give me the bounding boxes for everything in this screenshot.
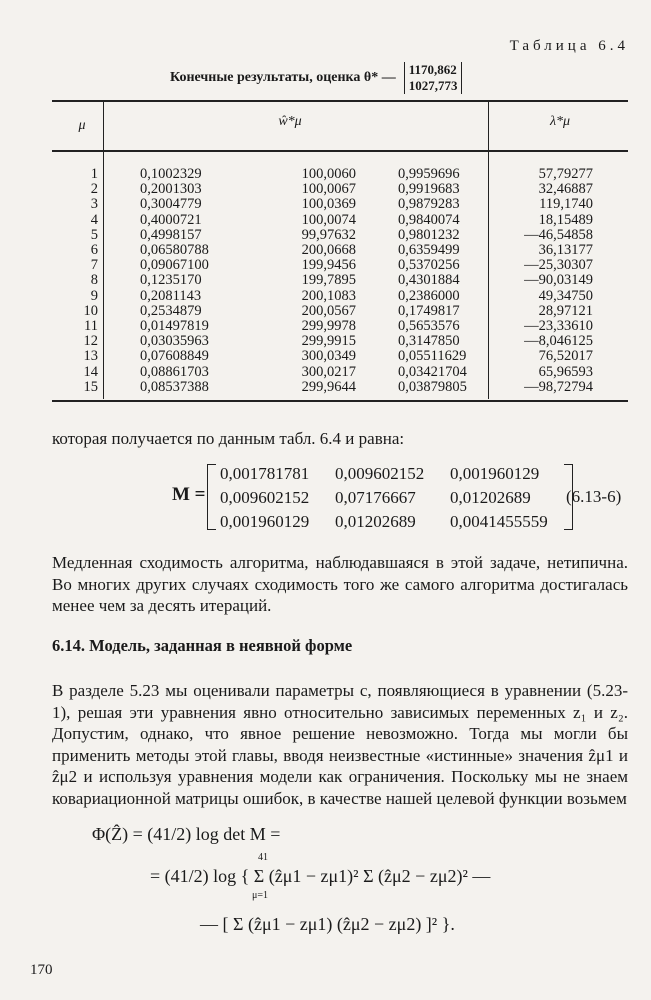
sum-lower-limit: μ=1 <box>252 890 269 901</box>
table-cell: 0,9801232 <box>398 226 460 243</box>
table-cell: 11 <box>84 318 98 335</box>
matrix-cell: 0,009602152 <box>220 488 310 507</box>
table-bottom-rule <box>52 400 628 402</box>
paragraph-convergence: Медленная сходимость алгоритма, наблюдавшаяся в этой задаче, нетипична. Во многих других случаях сходимость того же самого алгоритма достигалась менее чем за десять итераций. <box>52 553 628 615</box>
table-cell: 0,2534879 <box>140 302 202 319</box>
matrix-cell: 0,001960129 <box>220 512 310 531</box>
table-cell: 0,3004779 <box>140 196 202 213</box>
table-cell: 100,0369 <box>301 196 356 213</box>
table-cell: 99,97632 <box>301 226 356 243</box>
table-cell: 300,0217 <box>301 363 356 380</box>
table-cell: —46,54858 <box>524 226 593 243</box>
table-cell: 2 <box>90 181 98 198</box>
table-cell: —23,33610 <box>524 318 593 335</box>
table-divider-1 <box>103 101 104 399</box>
matrix-row-3 <box>220 512 565 532</box>
formula-line-2: = (41/2) log { Σ (ẑμ1 − zμ1)² Σ (ẑμ2 − zμ2)² — <box>150 866 491 886</box>
matrix-equation <box>52 462 628 532</box>
table-number-label: Таблица 6.4 <box>509 38 629 54</box>
matrix-cell: 0,001781781 <box>220 464 310 483</box>
table-cell: 0,5653576 <box>398 318 460 335</box>
header-w-hat: ŵ*μ <box>278 114 302 129</box>
table-cell: —90,03149 <box>524 272 593 289</box>
table-cell: 0,01497819 <box>140 318 209 335</box>
table-cell: 0,2081143 <box>140 287 202 304</box>
table-cell: 3 <box>90 196 98 213</box>
table-cell: —8,046125 <box>524 333 593 350</box>
formula-line-3: — [ Σ (ẑμ1 − zμ1) (ẑμ2 − zμ2) ]² }. <box>200 914 455 934</box>
caption-text: Конечные результаты, оценка θ* — <box>170 70 396 85</box>
table-cell: 0,09067100 <box>140 257 209 274</box>
paragraph-implicit-model: В разделе 5.23 мы оценивали параметры c, появляющиеся в уравнении (5.23-1), решая эти уравнения явно относительно зависимых переменных z₁ и z₂. Допустим, однако, что явное решение невозможно. Тогда мы могли бы применить методы этой главы, вводя неизвестные «истинные» значения ẑμ1 и ẑμ2 и используя уравнения модели как ограничения. Поскольку мы не знаем ковариационной матрицы ошибок, в качестве нашей целевой функции возьмем <box>52 681 628 808</box>
table-cell: 0,07608849 <box>140 348 209 365</box>
table-cell: 0,1749817 <box>398 302 460 319</box>
table-cell: 299,9978 <box>301 318 356 335</box>
table-cell: 0,2386000 <box>398 287 460 304</box>
col-w3 <box>398 167 498 395</box>
table-cell: 14 <box>83 363 98 380</box>
table-cell: 300,0349 <box>301 348 356 365</box>
table-cell: 299,9644 <box>301 378 356 395</box>
matrix-cell: 0,07176667 <box>335 488 416 507</box>
table-cell: 49,34750 <box>538 287 593 304</box>
table-cell: 76,52017 <box>538 348 593 365</box>
table-cell: 0,5370256 <box>398 257 460 274</box>
formula-line-1: Φ(Ẑ) = (41/2) log det M = <box>92 824 281 844</box>
table-cell: 0,4998157 <box>140 226 202 243</box>
table-cell: 0,05511629 <box>398 348 467 365</box>
table-cell: 32,46887 <box>538 181 593 198</box>
table-cell: 200,1083 <box>301 287 356 304</box>
matrix-cell: 0,01202689 <box>335 512 416 531</box>
table-cell: 5 <box>90 226 98 243</box>
table-cell: 100,0067 <box>301 181 356 198</box>
table-cell: 36,13177 <box>538 242 593 259</box>
table-cell: 0,08861703 <box>140 363 209 380</box>
table-cell: 15 <box>83 378 98 395</box>
table-cell: 200,0668 <box>301 242 356 259</box>
col-mu <box>68 167 98 395</box>
paragraph-intro-matrix: которая получается по данным табл. 6.4 и равна: <box>52 429 405 448</box>
table-cell: 200,0567 <box>301 302 356 319</box>
table-cell: 0,06580788 <box>140 242 209 259</box>
table-cell: 18,15489 <box>538 211 593 228</box>
col-lambda <box>508 167 593 395</box>
equation-number: (6.13-6) <box>566 487 622 506</box>
table-cell: 199,7895 <box>301 272 356 289</box>
table-cell: 0,03421704 <box>398 363 467 380</box>
matrix-cell: 0,0041455559 <box>450 512 548 531</box>
col-w2 <box>276 167 356 395</box>
table-cell: 0,1235170 <box>140 272 202 289</box>
matrix-cell: 0,01202689 <box>450 488 531 507</box>
table-cell: 8 <box>90 272 98 289</box>
table-cell: 299,9915 <box>301 333 356 350</box>
matrix-row-2 <box>220 488 565 508</box>
table-cell: 13 <box>83 348 98 365</box>
table-cell: 0,4301884 <box>398 272 460 289</box>
matrix-cell: 0,009602152 <box>335 464 425 483</box>
matrix-left-bracket <box>207 464 216 530</box>
sum-upper-limit: 41 <box>258 852 268 863</box>
table-cell: 119,1740 <box>539 196 593 213</box>
page-number: 170 <box>30 962 53 978</box>
table-cell: 0,08537388 <box>140 378 209 395</box>
table-cell: 0,6359499 <box>398 242 460 259</box>
table-cell: 10 <box>83 302 98 319</box>
section-heading: 6.14. Модель, заданная в неявной форме <box>52 636 353 655</box>
table-cell: 1 <box>90 166 98 182</box>
table-cell: 0,9919683 <box>398 181 460 198</box>
theta-vector <box>404 62 463 94</box>
table-cell: —25,30307 <box>524 257 593 274</box>
header-mu: μ <box>78 118 86 133</box>
table-cell: 100,0074 <box>301 211 356 228</box>
table-cell: 0,03879805 <box>398 378 467 395</box>
table-caption <box>170 62 462 94</box>
table-cell: 6 <box>90 242 98 259</box>
table-cell: 199,9456 <box>301 257 356 274</box>
table-cell: 0,3147850 <box>398 333 460 350</box>
table-cell: 0,4000721 <box>140 211 202 228</box>
table-cell: 0,9840074 <box>398 211 460 228</box>
matrix-row-1 <box>220 464 565 484</box>
header-lambda: λ*μ <box>549 114 571 129</box>
table-cell: 12 <box>83 333 98 350</box>
table-header-rule <box>52 150 628 152</box>
matrix-cell: 0,001960129 <box>450 464 540 483</box>
table-cell: 28,97121 <box>538 302 593 319</box>
table-cell: —98,72794 <box>524 378 593 395</box>
table-cell: 0,2001303 <box>140 181 202 198</box>
table-top-rule <box>52 100 628 102</box>
theta-vector-bottom: 1027,773 <box>408 78 458 93</box>
table-cell: 0,03035963 <box>140 333 209 350</box>
col-w1 <box>140 167 250 395</box>
table-cell: 0,9959696 <box>398 166 460 182</box>
table-cell: 4 <box>90 211 98 228</box>
table-cell: 9 <box>90 287 98 304</box>
matrix-label: M = <box>172 484 206 505</box>
table-cell: 65,96593 <box>538 363 593 380</box>
table-cell: 0,9879283 <box>398 196 460 213</box>
table-cell: 7 <box>90 257 98 274</box>
theta-vector-top: 1170,862 <box>408 62 457 77</box>
table-cell: 57,79277 <box>538 166 593 182</box>
table-cell: 100,0060 <box>301 166 356 182</box>
table-cell: 0,1002329 <box>140 166 202 182</box>
